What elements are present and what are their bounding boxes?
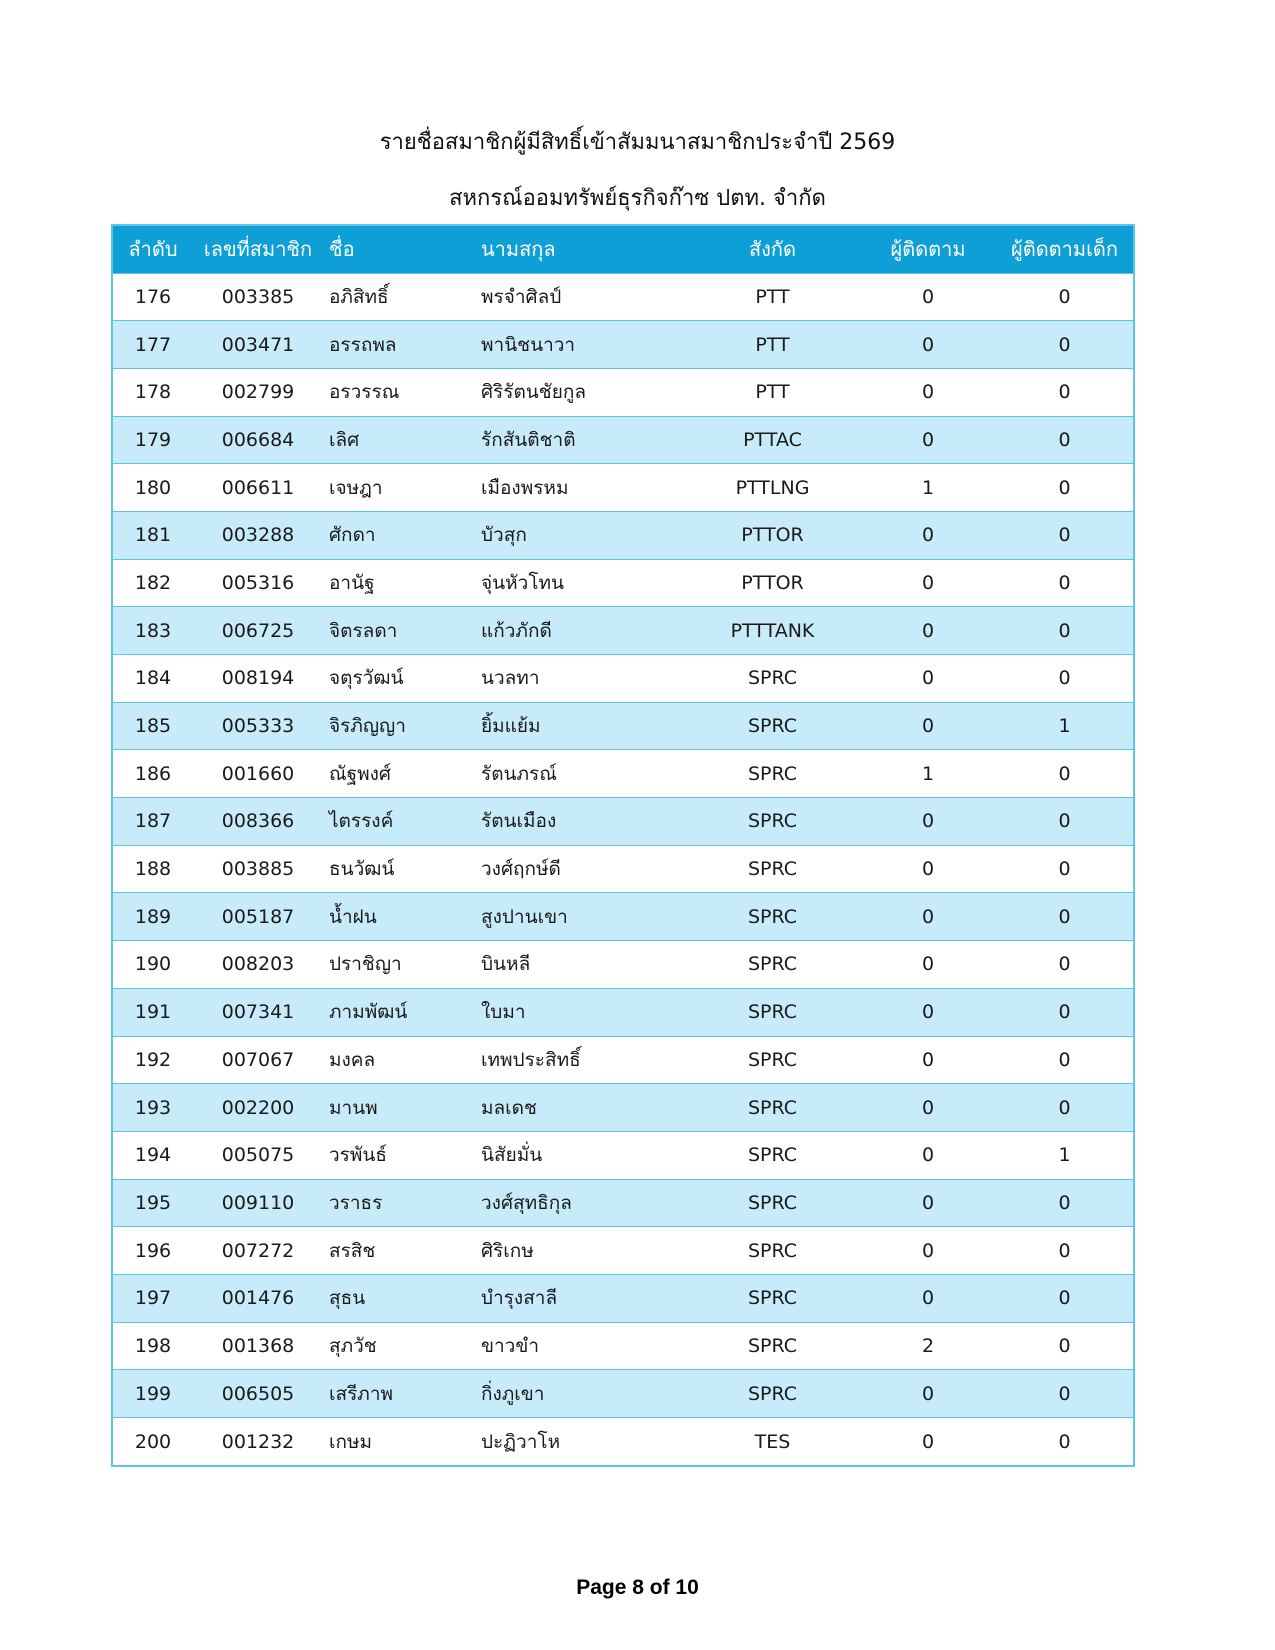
cell-surname: ขาวขำ [481, 1334, 539, 1357]
cell-name: อภิสิทธิ์ [329, 285, 389, 308]
cell-surname: ยิ้มแย้ม [481, 715, 541, 738]
cell-surname: วงศ์ฤกษ์ดี [481, 858, 561, 881]
cell-member-id: 007341 [221, 1001, 295, 1024]
cell-name: อานัฐ [329, 571, 375, 594]
cell-followers: 0 [921, 381, 935, 404]
cell-followers: 0 [921, 1096, 935, 1119]
cell-child-followers: 0 [1058, 1239, 1071, 1262]
cell-no: 177 [134, 333, 172, 356]
cell-no: 187 [134, 810, 172, 833]
cell-followers: 0 [921, 905, 935, 928]
table-row [113, 416, 1133, 464]
cell-no: 186 [134, 762, 172, 785]
document-subtitle: สหกรณ์ออมทรัพย์ธุรกิจก๊าซ ปตท. จำกัด [449, 186, 826, 211]
cell-no: 196 [134, 1239, 172, 1262]
cell-name: จิตรลดา [329, 619, 398, 642]
cell-affiliation: TES [754, 1430, 791, 1453]
cell-name: สุธน [329, 1287, 366, 1310]
cell-member-id: 005187 [221, 905, 295, 928]
cell-child-followers: 0 [1058, 1430, 1071, 1453]
cell-affiliation: SPRC [747, 1287, 798, 1310]
cell-affiliation: SPRC [747, 1048, 798, 1071]
cell-affiliation: PTT [755, 381, 790, 404]
member-table-container [111, 224, 1135, 1467]
cell-followers: 0 [921, 1430, 935, 1453]
cell-member-id: 006505 [221, 1382, 295, 1405]
table-row [113, 321, 1133, 369]
cell-member-id: 001660 [221, 762, 295, 785]
cell-surname: พรจำศิลป์ [481, 285, 562, 308]
cell-name: น้ำฝน [329, 905, 377, 928]
cell-followers: 0 [921, 1287, 935, 1310]
table-row [113, 941, 1133, 989]
cell-member-id: 005075 [221, 1144, 295, 1167]
cell-followers: 0 [921, 667, 935, 690]
cell-child-followers: 0 [1058, 381, 1071, 404]
table-row [113, 273, 1133, 321]
cell-name: ปราชิญา [329, 953, 402, 976]
cell-no: 192 [134, 1048, 172, 1071]
cell-name: มงคล [329, 1048, 376, 1071]
cell-affiliation: PTTTANK [730, 619, 815, 642]
cell-member-id: 007067 [221, 1048, 295, 1071]
cell-name: วรพันธ์ [329, 1144, 387, 1167]
cell-child-followers: 0 [1058, 524, 1071, 547]
cell-followers: 0 [921, 715, 935, 738]
cell-surname: เทพประสิทธิ์ [481, 1048, 581, 1071]
cell-affiliation: SPRC [747, 1382, 798, 1405]
cell-child-followers: 0 [1058, 1048, 1071, 1071]
cell-followers: 0 [921, 858, 935, 881]
cell-no: 193 [134, 1096, 172, 1119]
cell-affiliation: SPRC [747, 1191, 798, 1214]
cell-followers: 0 [921, 1239, 935, 1262]
table-row [113, 1274, 1133, 1322]
cell-surname: ศิริรัตนชัยกูล [481, 381, 586, 404]
cell-surname: บำรุงสาลี [481, 1287, 558, 1310]
cell-name: จตุรวัฒน์ [329, 667, 404, 690]
cell-member-id: 008366 [221, 810, 295, 833]
cell-followers: 0 [921, 1191, 935, 1214]
table-row [113, 1084, 1133, 1132]
table-header [113, 226, 1133, 273]
cell-name: ภามพัฒน์ [329, 1001, 408, 1024]
cell-followers: 0 [921, 1048, 935, 1071]
cell-affiliation: SPRC [747, 667, 798, 690]
table-row [113, 1322, 1133, 1370]
table-row [113, 655, 1133, 703]
cell-no: 183 [134, 619, 172, 642]
cell-surname: รัตนภรณ์ [481, 762, 557, 785]
cell-child-followers: 0 [1058, 858, 1071, 881]
header-member-id: เลขที่สมาชิก [203, 237, 313, 262]
cell-no: 197 [134, 1287, 172, 1310]
cell-child-followers: 0 [1058, 905, 1071, 928]
cell-surname: สูงปานเขา [481, 905, 568, 928]
cell-member-id: 006684 [221, 428, 295, 451]
cell-member-id: 007272 [221, 1239, 295, 1262]
cell-name: วราธร [329, 1191, 383, 1214]
cell-affiliation: PTT [755, 285, 790, 308]
cell-followers: 1 [921, 762, 935, 785]
cell-followers: 0 [921, 333, 935, 356]
cell-affiliation: SPRC [747, 953, 798, 976]
cell-affiliation: PTTAC [743, 428, 802, 451]
cell-no: 179 [134, 428, 172, 451]
cell-affiliation: SPRC [747, 810, 798, 833]
cell-no: 198 [134, 1334, 172, 1357]
cell-no: 185 [134, 715, 172, 738]
document-title: รายชื่อสมาชิกผู้มีสิทธิ์เข้าสัมมนาสมาชิกประจำปี 2569 [379, 130, 896, 155]
cell-name: สรสิช [329, 1239, 376, 1262]
header-surname: นามสกุล [481, 237, 556, 262]
cell-child-followers: 0 [1058, 810, 1071, 833]
table-row [113, 1227, 1133, 1275]
cell-followers: 1 [921, 476, 935, 499]
cell-child-followers: 0 [1058, 1287, 1071, 1310]
header-name: ชื่อ [329, 237, 355, 262]
cell-child-followers: 0 [1058, 428, 1071, 451]
cell-name: จิรภิญญา [329, 715, 406, 738]
cell-member-id: 009110 [221, 1191, 295, 1214]
cell-name: มานพ [329, 1096, 378, 1119]
table-row [113, 845, 1133, 893]
cell-affiliation: PTTOR [741, 571, 804, 594]
cell-child-followers: 0 [1058, 762, 1071, 785]
cell-child-followers: 0 [1058, 1001, 1071, 1024]
cell-followers: 0 [921, 953, 935, 976]
table-body [113, 273, 1133, 1465]
cell-followers: 0 [921, 619, 935, 642]
cell-no: 190 [134, 953, 172, 976]
cell-affiliation: PTT [755, 333, 790, 356]
cell-no: 180 [134, 476, 172, 499]
cell-member-id: 002799 [221, 381, 295, 404]
cell-child-followers: 0 [1058, 571, 1071, 594]
cell-no: 182 [134, 571, 172, 594]
cell-child-followers: 1 [1058, 715, 1071, 738]
table-row [113, 1370, 1133, 1418]
cell-followers: 0 [921, 571, 935, 594]
cell-followers: 0 [921, 1144, 935, 1167]
cell-surname: ปะฏิวาโห [481, 1430, 561, 1453]
cell-surname: รักสันติชาติ [481, 428, 576, 451]
cell-member-id: 001368 [221, 1334, 295, 1357]
cell-affiliation: SPRC [747, 1144, 798, 1167]
cell-member-id: 005333 [221, 715, 295, 738]
cell-affiliation: PTTLNG [735, 476, 810, 499]
cell-name: ศักดา [329, 524, 376, 547]
table-row [113, 511, 1133, 559]
cell-no: 200 [134, 1430, 172, 1453]
cell-name: เจษฎา [329, 476, 383, 499]
cell-followers: 0 [921, 428, 935, 451]
cell-member-id: 001232 [221, 1430, 295, 1453]
cell-name: เกษม [329, 1430, 373, 1453]
cell-no: 194 [134, 1144, 172, 1167]
cell-surname: ศิริเกษ [481, 1239, 534, 1262]
cell-name: ไตรรงค์ [329, 810, 394, 833]
cell-surname: แก้วภักดี [481, 619, 552, 642]
cell-surname: บัวสุก [481, 524, 527, 547]
cell-child-followers: 1 [1058, 1144, 1071, 1167]
cell-followers: 2 [921, 1334, 935, 1357]
cell-surname: รัตนเมือง [481, 810, 557, 833]
page-number: Page 8 of 10 [576, 1576, 699, 1599]
cell-no: 181 [134, 524, 172, 547]
cell-child-followers: 0 [1058, 1334, 1071, 1357]
cell-member-id: 001476 [221, 1287, 295, 1310]
table-header-row [113, 226, 1133, 273]
table-row [113, 1036, 1133, 1084]
cell-name: เสรีภาพ [329, 1382, 394, 1405]
cell-child-followers: 0 [1058, 476, 1071, 499]
cell-surname: เมืองพรหม [481, 476, 569, 499]
table-row [113, 1131, 1133, 1179]
cell-surname: พานิชนาวา [481, 333, 576, 356]
cell-surname: จุ่นหัวโทน [481, 571, 565, 594]
table-row [113, 893, 1133, 941]
cell-member-id: 002200 [221, 1096, 295, 1119]
cell-name: ธนวัฒน์ [329, 858, 395, 881]
header-no: ลำดับ [128, 237, 178, 262]
cell-no: 191 [134, 1001, 172, 1024]
cell-child-followers: 0 [1058, 667, 1071, 690]
table-row [113, 750, 1133, 798]
cell-name: ณัฐพงศ์ [329, 762, 391, 785]
header-child-followers: ผู้ติดตามเด็ก [1010, 237, 1119, 262]
table-row [113, 1179, 1133, 1227]
cell-child-followers: 0 [1058, 619, 1071, 642]
cell-followers: 0 [921, 285, 935, 308]
table-row [113, 988, 1133, 1036]
cell-child-followers: 0 [1058, 953, 1071, 976]
cell-member-id: 006725 [221, 619, 295, 642]
cell-member-id: 005316 [221, 571, 295, 594]
header-followers: ผู้ติดตาม [890, 237, 966, 262]
cell-name: เลิศ [329, 428, 360, 451]
cell-member-id: 006611 [221, 476, 295, 499]
table-row [113, 798, 1133, 846]
cell-member-id: 003885 [221, 858, 295, 881]
cell-followers: 0 [921, 1382, 935, 1405]
cell-name: อรรถพล [329, 333, 397, 356]
cell-child-followers: 0 [1058, 285, 1071, 308]
cell-surname: นิสัยมั่น [481, 1144, 543, 1167]
cell-surname: นวลทา [481, 667, 540, 690]
cell-member-id: 003471 [221, 333, 295, 356]
cell-child-followers: 0 [1058, 1096, 1071, 1119]
cell-affiliation: PTTOR [741, 524, 804, 547]
cell-no: 195 [134, 1191, 172, 1214]
cell-no: 176 [134, 285, 172, 308]
cell-child-followers: 0 [1058, 1191, 1071, 1214]
cell-affiliation: SPRC [747, 715, 798, 738]
cell-no: 184 [134, 667, 172, 690]
cell-followers: 0 [921, 1001, 935, 1024]
cell-surname: บินหลี [481, 953, 531, 976]
cell-child-followers: 0 [1058, 1382, 1071, 1405]
cell-member-id: 008203 [221, 953, 295, 976]
cell-surname: กิ่งภูเขา [481, 1382, 545, 1405]
cell-affiliation: SPRC [747, 1239, 798, 1262]
table-row [113, 559, 1133, 607]
header-affiliation: สังกัด [748, 237, 797, 262]
cell-member-id: 003385 [221, 285, 295, 308]
cell-surname: วงศ์สุทธิกุล [481, 1191, 572, 1214]
cell-child-followers: 0 [1058, 333, 1071, 356]
cell-followers: 0 [921, 524, 935, 547]
cell-affiliation: SPRC [747, 1001, 798, 1024]
cell-affiliation: SPRC [747, 905, 798, 928]
cell-affiliation: SPRC [747, 858, 798, 881]
cell-no: 189 [134, 905, 172, 928]
cell-followers: 0 [921, 810, 935, 833]
table-row [113, 464, 1133, 512]
cell-affiliation: SPRC [747, 762, 798, 785]
cell-affiliation: SPRC [747, 1334, 798, 1357]
cell-member-id: 008194 [221, 667, 295, 690]
cell-affiliation: SPRC [747, 1096, 798, 1119]
cell-no: 178 [134, 381, 172, 404]
table-row [113, 702, 1133, 750]
cell-no: 199 [134, 1382, 172, 1405]
cell-no: 188 [134, 858, 172, 881]
cell-member-id: 003288 [221, 524, 295, 547]
cell-name: อรวรรณ [329, 381, 400, 404]
cell-name: สุภวัช [329, 1334, 377, 1357]
member-table [113, 226, 1133, 1465]
table-row [113, 368, 1133, 416]
cell-surname: มลเดช [481, 1096, 537, 1119]
cell-surname: ใบมา [481, 1001, 526, 1024]
table-row [113, 607, 1133, 655]
table-row [113, 1418, 1133, 1466]
